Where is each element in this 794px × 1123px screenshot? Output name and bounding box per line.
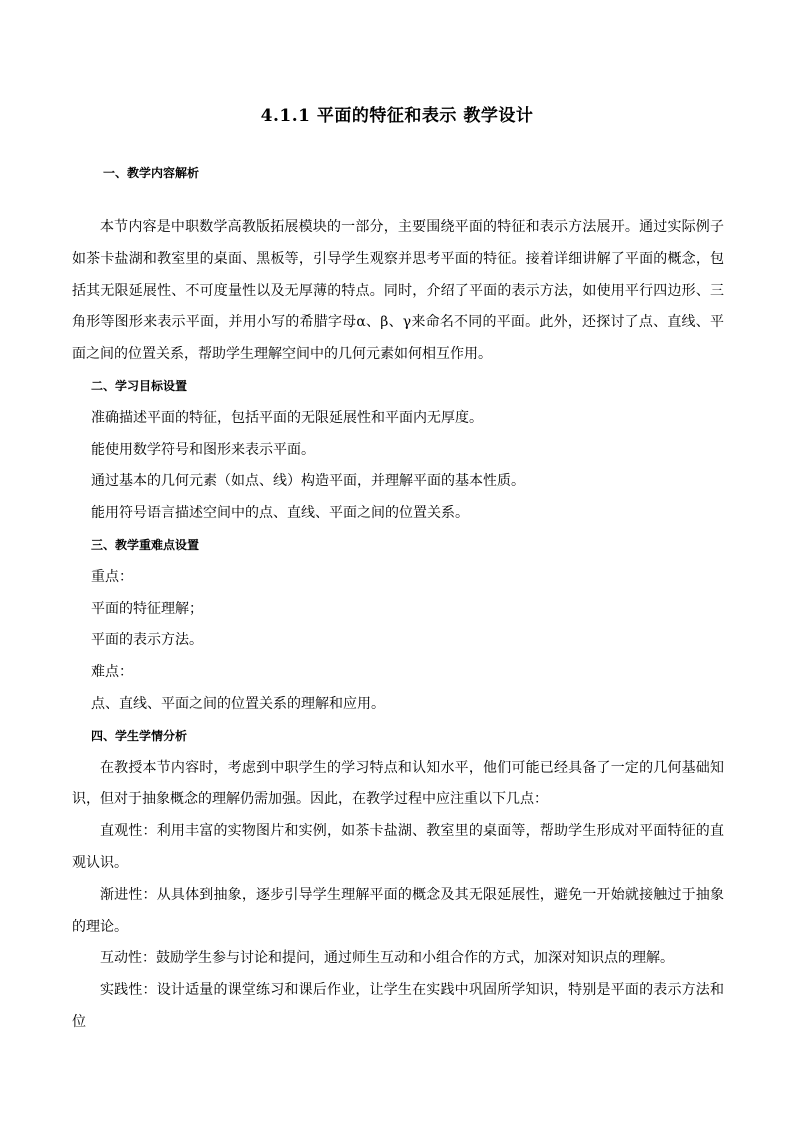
content-analysis-paragraph: 本节内容是中职数学高教版拓展模块的一部分，主要围绕平面的特征和表示方法展开。通过实际例子如茶卡盐湖和教室里的桌面、黑板等，引导学生观察并思考平面的特征。接着详细讲解了平面的概念，包括其无限延展性、不可度量性以及无厚薄的特点。同时，介绍了平面的表示方法，如使用平行四边形、三角形等图形来表示平面，并用小写的希腊字母α、β、γ来命名不同的平面。此外，还探讨了点、直线、平面之间的位置关系，帮助学生理解空间中的几何元素如何相互作用。 bbox=[72, 219, 724, 363]
student-analysis-point: 互动性：鼓励学生参与讨论和提问，通过师生互动和小组合作的方式，加深对知识点的理解。 bbox=[100, 950, 674, 967]
key-point-item: 平面的表示方法。 bbox=[91, 632, 203, 649]
document-body bbox=[72, 212, 724, 1039]
student-analysis-point: 直观性：利用丰富的实物图片和实例，如茶卡盐湖、教室里的桌面等，帮助学生形成对平面特征的直观认识。 bbox=[72, 823, 724, 871]
student-analysis-intro: 在教授本节内容时，考虑到中职学生的学习特点和认知水平，他们可能已经具备了一定的几何基础知识，但对于抽象概念的理解仍需加强。因此，在教学过程中应注重以下几点： bbox=[72, 759, 724, 808]
student-analysis-point: 实践性：设计适量的课堂练习和课后作业，让学生在实践中巩固所学知识，特别是平面的表示方法和位 bbox=[72, 982, 724, 1030]
section-heading-content-analysis: 一、教学内容解析 bbox=[103, 166, 200, 180]
document-title: 4.1.1 平面的特征和表示 教学设计 bbox=[260, 106, 534, 126]
objective-item: 能使用数学符号和图形来表示平面。 bbox=[91, 441, 315, 458]
key-points-label: 重点： bbox=[91, 568, 133, 585]
objective-item: 准确描述平面的特征，包括平面的无限延展性和平面内无厚度。 bbox=[91, 409, 483, 426]
section-heading-key-difficult-points: 三、教学重难点设置 bbox=[91, 537, 200, 552]
student-analysis-point: 渐进性：从具体到抽象，逐步引导学生理解平面的概念及其无限延展性，避免一开始就接触过于抽象的理论。 bbox=[72, 886, 724, 935]
section-heading-learning-objectives: 二、学习目标设置 bbox=[91, 378, 188, 393]
objective-item: 通过基本的几何元素（如点、线）构造平面，并理解平面的基本性质。 bbox=[91, 473, 525, 490]
difficult-points-label: 难点： bbox=[91, 664, 133, 681]
difficult-point-item: 点、直线、平面之间的位置关系的理解和应用。 bbox=[91, 695, 385, 712]
key-point-item: 平面的特征理解； bbox=[91, 600, 203, 617]
objective-item: 能用符号语言描述空间中的点、直线、平面之间的位置关系。 bbox=[91, 505, 469, 522]
section-heading-student-analysis: 四、学生学情分析 bbox=[91, 728, 188, 743]
